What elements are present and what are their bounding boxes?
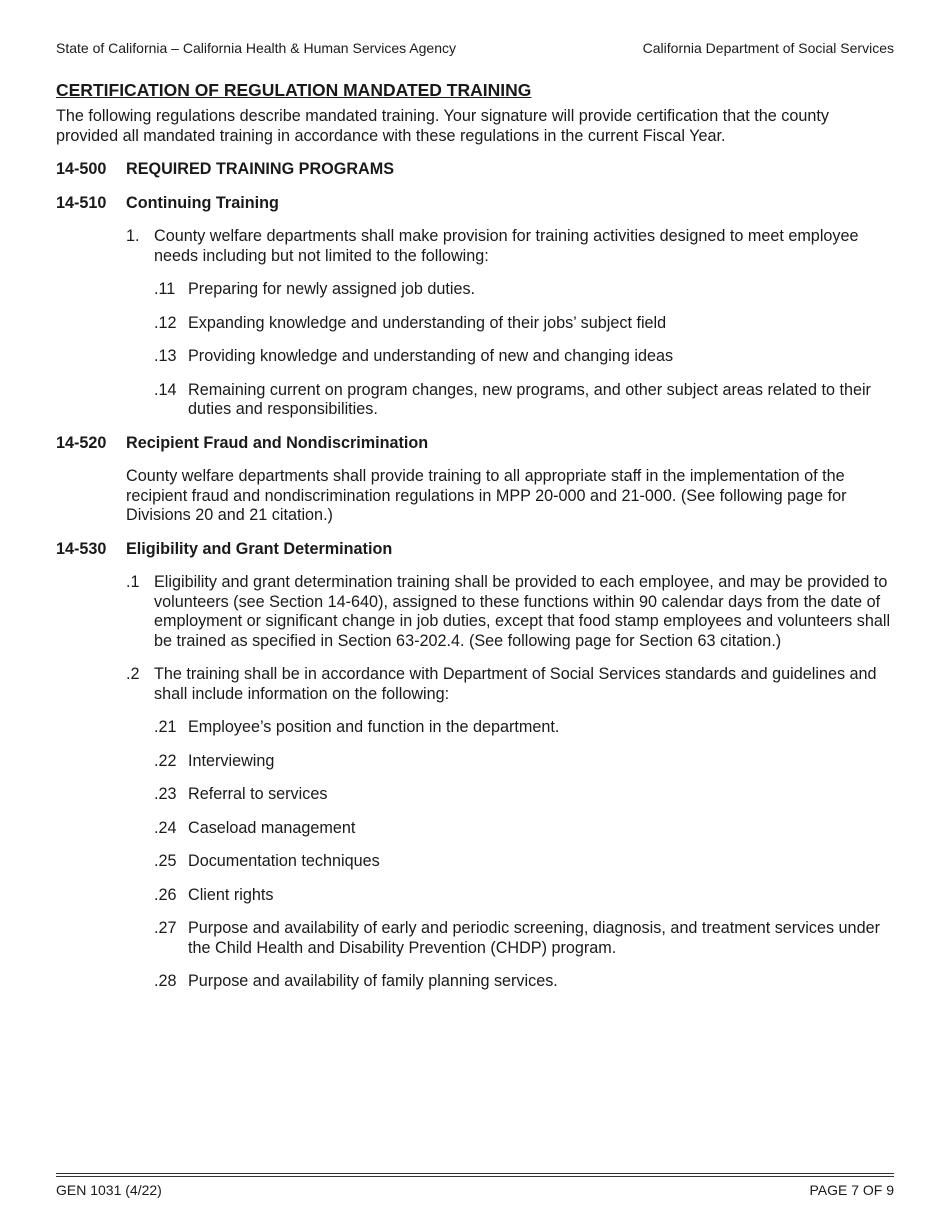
- footer-rule: [56, 1176, 894, 1177]
- item-text: Caseload management: [188, 818, 356, 837]
- item-text: Interviewing: [188, 751, 275, 770]
- section-title: Recipient Fraud and Nondiscrimination: [126, 433, 429, 452]
- page-number: PAGE 7 OF 9: [809, 1182, 894, 1198]
- list-item: [154, 886, 894, 906]
- list-item: [154, 819, 894, 839]
- section-14-510-heading: [56, 194, 894, 214]
- item-text: Purpose and availability of early and periodic screening, diagnosis, and treatment services under the Child Health and Disability Prevention (CHDP) program.: [188, 919, 880, 957]
- document-title: CERTIFICATION OF REGULATION MANDATED TRAINING: [56, 80, 532, 100]
- item-number: .22: [154, 751, 177, 770]
- item-number: .14: [154, 380, 177, 399]
- item-number: .13: [154, 347, 177, 365]
- section-number: 14-520: [56, 433, 107, 452]
- section-number: 14-530: [56, 539, 107, 558]
- item-text: Preparing for newly assigned job duties.: [188, 280, 476, 298]
- header-agency: State of California – California Health & Human Services Agency: [56, 40, 456, 56]
- item-number: .12: [154, 313, 177, 332]
- list-item: [154, 314, 894, 334]
- list-item: [126, 573, 894, 651]
- item-number: .24: [154, 818, 177, 837]
- section-title: REQUIRED TRAINING PROGRAMS: [126, 160, 395, 178]
- footer-text: [56, 1182, 894, 1202]
- page-footer: [56, 1173, 894, 1202]
- list-item: [154, 852, 894, 872]
- item-text: Documentation techniques: [188, 852, 380, 870]
- item-text: The training shall be in accordance with Department of Social Services standards and guidelines and shall include information on the following:: [154, 665, 877, 703]
- list-item: [154, 347, 894, 367]
- item-text: Eligibility and grant determination training shall be provided to each employee, and may be provided to volunteers (see Section 14-640), assigned to these functions within 90 calendar days from the date of employment or significant change in job duties, except that food stamp employees and volunteers shall be trained as specified in Section 63-202.4. (See following page for Section 63 citation.): [154, 573, 891, 650]
- item-text: Purpose and availability of family planning services.: [188, 972, 558, 990]
- list-item: [154, 718, 894, 738]
- item-number: 1.: [126, 227, 140, 245]
- item-number: .11: [154, 280, 176, 298]
- list-item: [154, 280, 894, 300]
- header-department: California Department of Social Services: [642, 40, 894, 56]
- list-item: [154, 785, 894, 805]
- intro-paragraph: The following regulations describe mandated training. Your signature will provide certification that the county provided all mandated training in accordance with these regulations in the current Fiscal Year.: [56, 107, 829, 145]
- item-text: Client rights: [188, 885, 274, 904]
- item-number: .23: [154, 785, 177, 803]
- section-title: Eligibility and Grant Determination: [126, 539, 393, 558]
- section-number: 14-510: [56, 193, 107, 212]
- section-14-500-heading: [56, 160, 894, 180]
- document-page: [56, 0, 894, 1230]
- item-text: Remaining current on program changes, new programs, and other subject areas related to their duties and responsibilities.: [188, 380, 871, 418]
- item-text: County welfare departments shall make provision for training activities designed to meet employee needs including but not limited to the following:: [154, 227, 859, 265]
- list-item: [154, 919, 894, 958]
- item-number: .21: [154, 718, 177, 736]
- list-item: [126, 227, 894, 266]
- section-paragraph: County welfare departments shall provide training to all appropriate staff in the implementation of the recipient fraud and nondiscrimination regulations in MPP 20-000 and 21-000. (See following page for Divisions 20 and 21 citation.): [126, 467, 847, 524]
- item-number: .27: [154, 919, 177, 937]
- document-body: [56, 79, 894, 992]
- item-number: .26: [154, 885, 177, 904]
- item-number: .1: [126, 573, 140, 591]
- item-number: .2: [126, 665, 140, 683]
- item-number: .28: [154, 972, 177, 990]
- item-text: Expanding knowledge and understanding of their jobs’ subject field: [188, 313, 667, 332]
- list-item: [154, 752, 894, 772]
- form-number: GEN 1031 (4/22): [56, 1182, 162, 1198]
- section-number: 14-500: [56, 160, 107, 178]
- section-14-520-heading: [56, 434, 894, 454]
- list-item: [154, 381, 894, 420]
- footer-rule: [56, 1173, 894, 1174]
- item-number: .25: [154, 852, 177, 870]
- list-item: [126, 665, 894, 704]
- item-text: Employee’s position and function in the department.: [188, 718, 560, 736]
- list-item: [154, 972, 894, 992]
- item-text: Referral to services: [188, 785, 328, 803]
- section-title: Continuing Training: [126, 193, 279, 212]
- section-14-530-heading: [56, 540, 894, 560]
- item-text: Providing knowledge and understanding of new and changing ideas: [188, 347, 674, 365]
